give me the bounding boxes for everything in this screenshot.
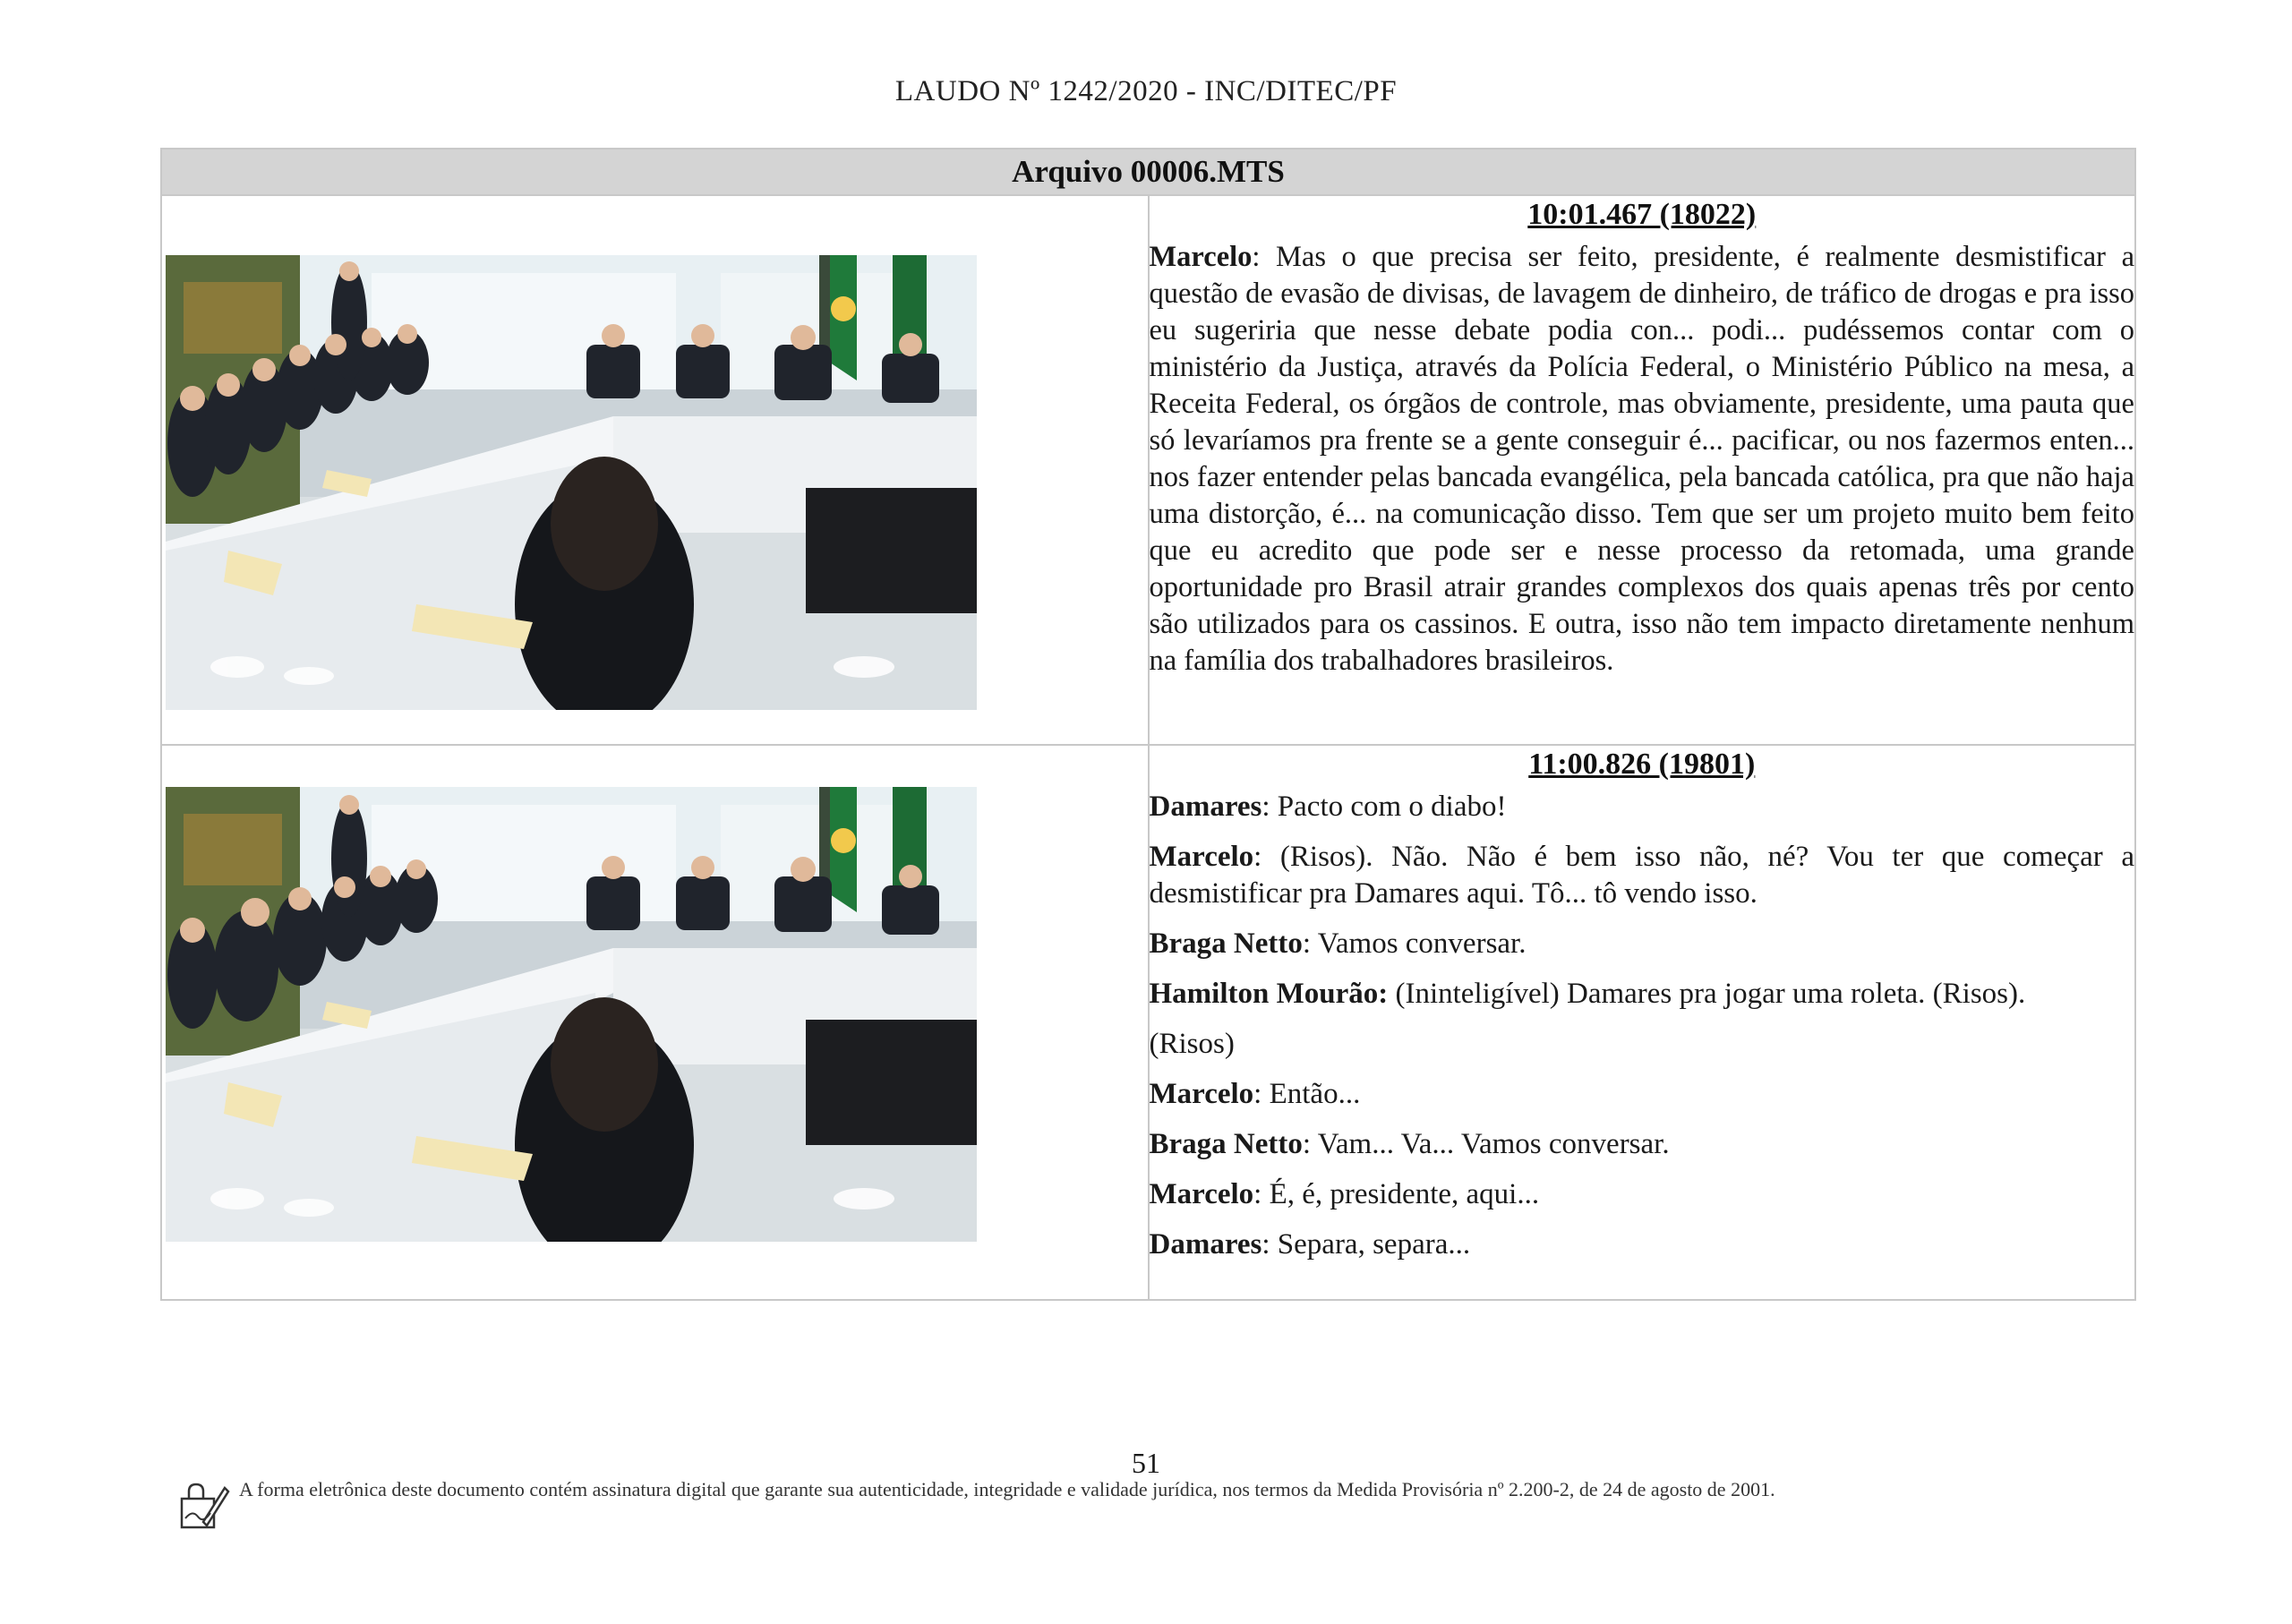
- timestamp: 10:01.467 (18022): [1527, 198, 1757, 231]
- speech-line: [1150, 1026, 2135, 1063]
- speech-text: Vamos conversar.: [1317, 927, 1527, 960]
- speaker-name: Braga Netto: [1149, 1128, 1303, 1160]
- speech-text: Separa, separa...: [1277, 1228, 1471, 1261]
- transcript-row: [161, 195, 2135, 745]
- speech-text: (Risos). Não. Não é bem isso não, né? Vou ter que começar a desmistificar pra Damares aqui. Tô... tô vendo isso.: [1149, 841, 2134, 910]
- meeting-photo: [166, 787, 977, 1242]
- meeting-photo: [166, 255, 977, 710]
- speaker-name: Marcelo: [1149, 1178, 1254, 1210]
- speech-text: Mas o que precisa ser feito, presidente, é realmente desmistificar a questão de evasão de divisas, de lavagem de dinheiro, de tráfico de drogas e pra isso eu sugeriria que nesse debate podia con... podi... pudéssemos contar com o ministério da Justiça, através da Polícia Federal, o Ministério Público na mesa, a Receita Federal, os órgãos de controle, mas obviamente, presidente, uma pauta que só levaríamos pra frente se a gente conseguir é... pacificar, ou nos fazermos enten... nos fazer entender pelas bancada evangélica, pela bancada católica, pra que não haja uma distorção, é... na comunicação disso. Tem que ser um projeto muito bem feito que eu acredito que pode ser e nesse processo da retomada, uma grande oportunidade pro Brasil atrair grandes complexos dos quais apenas três por cento são utilizados para os cassinos. E outra, isso não tem impacto diretamente nenhum na família dos trabalhadores brasileiros.: [1149, 241, 2134, 677]
- speech-line: Marcelo: Então...: [1149, 1078, 1361, 1110]
- page-number: 51: [1132, 1447, 1160, 1479]
- file-title: Arquivo 00006.MTS: [161, 149, 2135, 195]
- speech-line: [1150, 976, 2135, 1013]
- speaker-name: Hamilton Mourão:: [1149, 978, 1389, 1010]
- speech-text: (Ininteligível) Damares pra jogar uma roleta. (Risos).: [1395, 978, 2026, 1010]
- speech-line: Damares: Separa, separa...: [1149, 1228, 1471, 1261]
- transcript-cell: [1149, 745, 2136, 1300]
- speech-text: Então...: [1269, 1078, 1361, 1110]
- transcript-row: [161, 745, 2135, 1300]
- speaker-name: Damares: [1149, 1228, 1262, 1261]
- photo-cell: [161, 745, 1149, 1300]
- report-header: LAUDO Nº 1242/2020 - INC/DITEC/PF: [894, 75, 1398, 107]
- speaker-name: Marcelo: [1149, 241, 1253, 273]
- speech-line: Marcelo: É, é, presidente, aqui...: [1149, 1178, 1540, 1210]
- transcript-cell: [1149, 195, 2136, 745]
- signature-seal-icon: [176, 1477, 232, 1533]
- speaker-name: Damares: [1149, 791, 1262, 823]
- footer-text: A forma eletrônica deste documento contém assinatura digital que garante sua autenticidade, integridade e validade jurídica, nos termos da Medida Provisória nº 2.200-2, de 24 de agosto de 2001.: [239, 1478, 1775, 1500]
- speaker-name: Marcelo: [1149, 841, 1254, 873]
- speaker-name: Marcelo: [1149, 1078, 1254, 1110]
- speech-line: Braga Netto: Vamos conversar.: [1149, 927, 1527, 960]
- speaker-name: Braga Netto: [1149, 927, 1303, 960]
- speech-line: Braga Netto: Vam... Va... Vamos conversar.: [1149, 1128, 1670, 1160]
- photo-cell: [161, 195, 1149, 745]
- timestamp: 11:00.826 (19801): [1528, 748, 1756, 781]
- speech-text: (Risos): [1149, 1028, 1235, 1060]
- transcript-table: [160, 148, 2136, 1301]
- digital-signature-footer: [176, 1477, 2110, 1502]
- speech-text: Pacto com o diabo!: [1277, 791, 1507, 823]
- speech-text: É, é, presidente, aqui...: [1269, 1178, 1540, 1210]
- speech-line: Damares: Pacto com o diabo!: [1149, 791, 1507, 823]
- speech-line: Marcelo: (Risos). Não. Não é bem isso não, né? Vou ter que começar a desmistificar pra Damares aqui. Tô... tô vendo isso.: [1149, 841, 2134, 910]
- speech-text: Vam... Va... Vamos conversar.: [1317, 1128, 1670, 1160]
- speech-line: Marcelo: Mas o que precisa ser feito, presidente, é realmente desmistificar a questão de evasão de divisas, de lavagem de dinheiro, de tráfico de drogas e pra isso eu sugeriria que nesse debate podia con... podi... pudéssemos contar com o ministério da Justiça, através da Polícia Federal, o Ministério Público na mesa, a Receita Federal, os órgãos de controle, mas obviamente, presidente, uma pauta que só levaríamos pra frente se a gente conseguir é... pacificar, ou nos fazermos enten... nos fazer entender pelas bancada evangélica, pela bancada católica, pra que não haja uma distorção, é... na comunicação disso. Tem que ser um projeto muito bem feito que eu acredito que pode ser e nesse processo da retomada, uma grande oportunidade pro Brasil atrair grandes complexos dos quais apenas três por cento são utilizados para os cassinos. E outra, isso não tem impacto diretamente nenhum na família dos trabalhadores brasileiros.: [1149, 241, 2134, 677]
